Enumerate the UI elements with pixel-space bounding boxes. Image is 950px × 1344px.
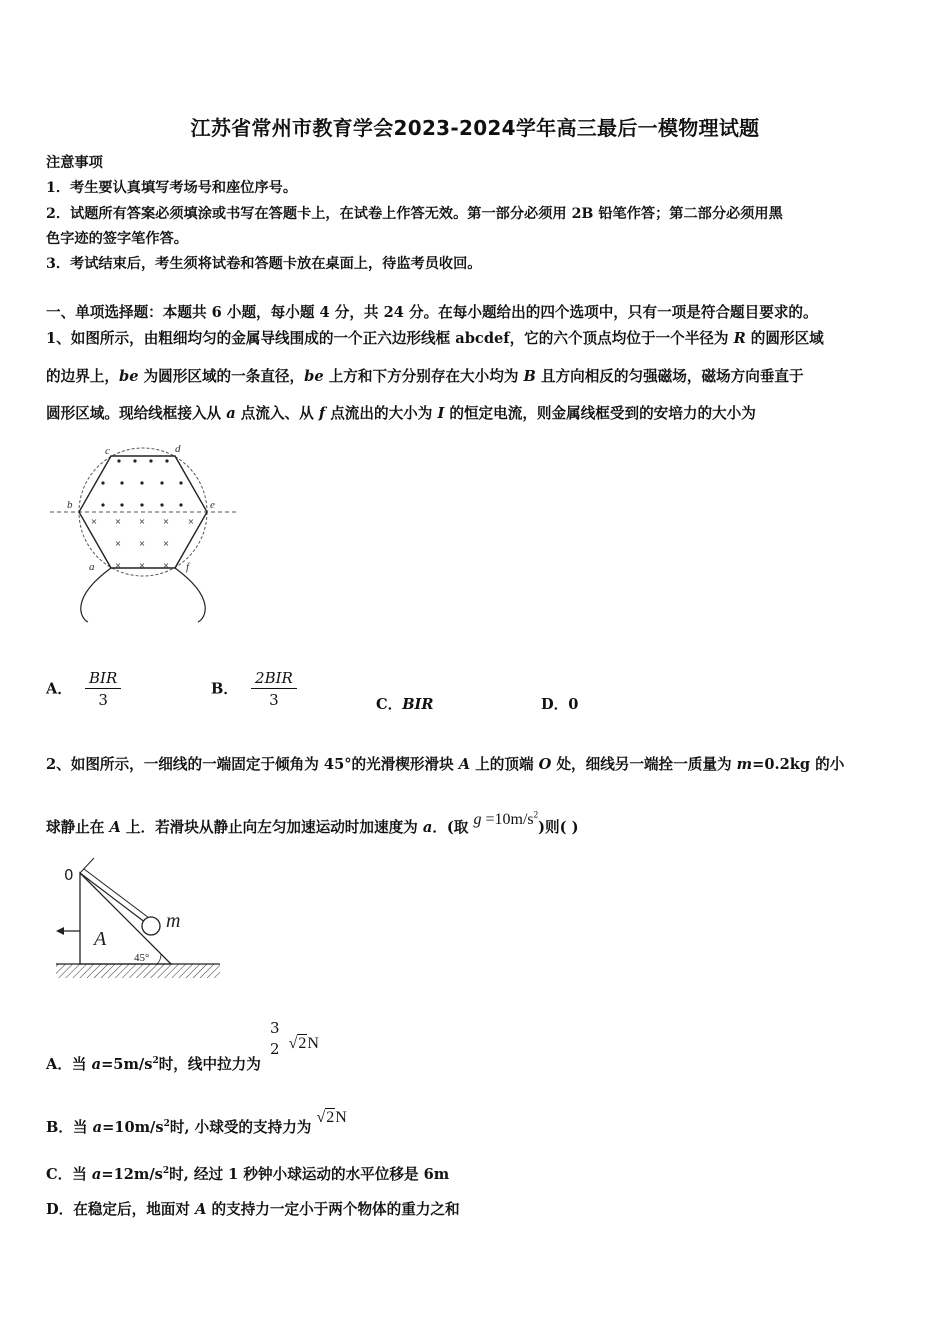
arrow-head [56, 927, 64, 935]
angle-arc [157, 954, 161, 964]
label-e: e [210, 499, 215, 511]
q1-option-b[interactable]: B． $\frac{\text{2BIR}}{3}$ [211, 668, 297, 711]
string-edge [84, 869, 149, 918]
svg-text:×: × [138, 539, 146, 548]
notice-heading: 注意事项 [46, 155, 103, 171]
q2-line2: 球静止在 A 上．若滑块从静止向左匀加速运动时加速度为 a．(取 $g =10m/s^2$)则( ) [46, 809, 579, 836]
svg-text:×: × [187, 517, 195, 526]
section-heading: 一、单项选择题：本题共 6 小题，每小题 4 分，共 24 分。在每小题给出的四个选项中，只有一项是符合题目要求的。 [46, 304, 818, 321]
label-O: 0 [64, 866, 74, 884]
label-a: a [89, 561, 95, 573]
notice-item: 3．考试结束后，考生须将试卷和答题卡放在桌面上，待监考员收回。 [46, 256, 482, 272]
svg-text:×: × [114, 561, 122, 570]
q1-option-a[interactable]: A． $\frac{\text{BIR}}{3}$ [46, 668, 121, 711]
ball-m [142, 917, 160, 935]
q2-option-c[interactable]: C．当 $a=12m/s^2$时, 经过 1 秒钟小球运动的水平位移是 6m [46, 1166, 450, 1183]
svg-text:×: × [114, 539, 122, 548]
notice-item: 色字迹的签字笔作答。 [46, 231, 188, 247]
svg-text:×: × [90, 517, 98, 526]
q1-option-c[interactable]: C．BIR [376, 696, 434, 713]
notice-item: 2．试题所有答案必须填涂或书写在答题卡上，在试卷上作答无效。第一部分必须用 2B 铅笔作答；第二部分必须用黑 [46, 206, 783, 222]
svg-text:×: × [162, 517, 170, 526]
svg-text:×: × [138, 561, 146, 570]
q2-option-d[interactable]: D．在稳定后，地面对 A 的支持力一定小于两个物体的重力之和 [46, 1201, 460, 1218]
q2-option-b[interactable]: B．当 $a=10m/s^2$时, 小球受的支持力为 √2N [46, 1109, 347, 1136]
q1-option-d[interactable]: D．0 [541, 696, 579, 713]
wedge-A [80, 873, 171, 964]
ground [56, 964, 220, 978]
label-f: f [186, 561, 190, 573]
label-b: b [67, 499, 73, 511]
wedge-figure [54, 855, 224, 983]
lead-wire-f [175, 568, 205, 622]
lead-wire-a [81, 568, 111, 622]
q1-line2: 的边界上，be 为圆形区域的一条直径，be 上方和下方分别存在大小均为 B 且方向相反的匀强磁场，磁场方向垂直于 [46, 368, 804, 385]
q2-option-a[interactable]: A．当 $a=5m/s^2$时，线中拉力为 3 2 √2N [46, 1019, 319, 1073]
q1-line1: 1、如图所示，由粗细均匀的金属导线围成的一个正六边形线框 abcdef，它的六个顶点均位于一个半径为 R 的圆形区域 [46, 330, 824, 347]
string [80, 873, 146, 923]
label-m: m [166, 910, 181, 932]
hexagon-field-figure [50, 438, 240, 628]
label-angle: 45° [134, 952, 150, 964]
label-d: d [175, 443, 181, 455]
svg-text:×: × [162, 539, 170, 548]
q1-line3: 圆形区域。现给线框接入从 a 点流入、从 f 点流出的大小为 I 的恒定电流，则金属线框受到的安培力的大小为 [46, 405, 756, 422]
svg-text:×: × [138, 517, 146, 526]
field-dots [101, 459, 182, 506]
label-c: c [105, 445, 110, 457]
svg-text:×: × [114, 517, 122, 526]
page-title: 江苏省常州市教育学会2023-2024学年高三最后一模物理试题 [190, 116, 760, 140]
q2-line1: 2、如图所示，一细线的一端固定于倾角为 45°的光滑楔形滑块 A 上的顶端 O 处，细线另一端拴一质量为 m=0.2kg 的小 [46, 756, 845, 773]
svg-text:×: × [162, 561, 170, 570]
notice-item: 1．考生要认真填写考场号和座位序号。 [46, 180, 298, 196]
label-A: A [94, 928, 107, 950]
